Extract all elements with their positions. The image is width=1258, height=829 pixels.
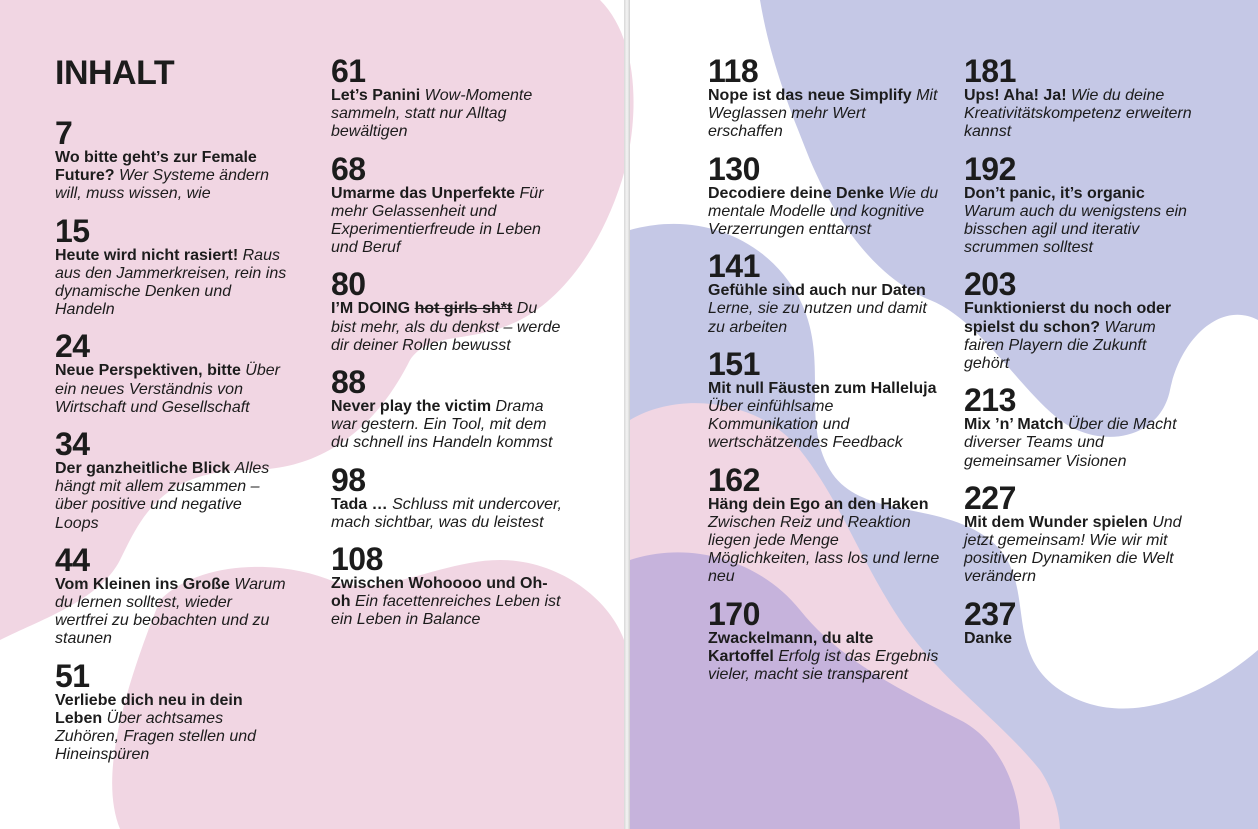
page-number: 118 [708,53,759,89]
page-number: 88 [331,364,366,401]
chapter-subtitle: Warum auch du wenigstens ein bisschen agil und iterativ scrummen solltest [964,202,1187,257]
page-number: 68 [331,150,366,187]
chapter-subtitle: Wow-Momente sammeln, statt nur Alltag bewältigen [331,87,533,141]
toc-entry[interactable] [964,53,1196,142]
chapter-title: Zwischen Wohoooo und Oh-oh [331,575,548,611]
chapter-title: Wo bitte geht’s zur Female Future? [55,149,257,185]
page-number: 203 [964,266,1016,303]
toc-entry[interactable] [331,541,563,630]
chapter-title: Danke [964,629,1013,647]
page-number: 44 [55,541,90,578]
chapter-subtitle: Ein facettenreiches Leben ist ein Leben in Balance [331,593,561,629]
page-number: 34 [55,426,90,463]
toc-entry[interactable] [964,479,1196,587]
page-number: 181 [964,53,1016,89]
chapter-title: Häng dein Ego an den Haken [708,495,929,513]
chapter-subtitle: Über achtsames Zuhören, Fragen stellen und Hineinspüren [55,709,257,764]
toc-entry[interactable] [331,266,563,355]
chapter-title: Let’s Panini [331,87,421,104]
toc-entry[interactable] [708,53,940,142]
page-number: 192 [964,150,1016,187]
page-number: 170 [708,595,760,632]
chapter-subtitle: Erfolg ist das Ergebnis vieler, macht sie transparent [708,647,939,684]
toc-column-2 [331,53,563,642]
chapter-subtitle: Lerne, sie zu nutzen und damit zu arbeiten [708,300,927,336]
toc-column-3 [708,53,940,696]
chapter-subtitle: Über einfühlsame Kommunikation und wertschätzendes Feedback [708,398,903,452]
page-number: 24 [55,328,90,365]
chapter-title: Never play the victim [331,398,492,416]
chapter-title: Nope ist das neue Simplify [708,87,912,104]
toc-entry[interactable] [331,364,563,453]
page-number: 237 [964,595,1016,632]
page-title: INHALT [55,54,175,92]
page-number: 162 [708,461,760,498]
toc-entry[interactable] [331,150,563,258]
chapter-title: Mit dem Wunder spielen [964,513,1148,531]
page-number: 141 [708,248,760,285]
toc-entry[interactable] [55,328,287,417]
chapter-title: Mix ’n’ Match [964,416,1064,434]
toc-entry[interactable] [964,266,1196,373]
toc-entry[interactable] [708,248,940,337]
chapter-subtitle: Warum du lernen solltest, wieder wertfrei zu beobachten und zu staunen [55,575,286,648]
chapter-title-struck: hot girls sh*t [414,300,513,318]
page-number: 80 [331,266,366,303]
toc-entry[interactable] [964,150,1196,258]
chapter-title: Decodiere deine Denke [708,184,885,202]
book-spine [624,0,630,829]
chapter-subtitle: Alles hängt mit allem zusammen – über positive und negative Loops [55,460,270,532]
chapter-title: Verliebe dich neu in dein Leben [55,691,243,727]
chapter-title: Umarme das Unperfekte [331,184,516,202]
page-number: 7 [55,115,73,151]
chapter-title: Don’t panic, it’s organic [964,184,1145,202]
toc-entry[interactable] [55,115,287,204]
chapter-subtitle: Über die Macht diverser Teams und gemeinsamer Visionen [964,416,1177,470]
chapter-subtitle: Warum fairen Playern die Zukunft gehört [964,318,1156,373]
page-number: 227 [964,479,1016,516]
page-number: 15 [55,212,90,249]
chapter-title: Der ganzheitliche Blick [55,460,231,478]
page-number: 151 [708,345,760,382]
chapter-subtitle: Über ein neues Verständnis von Wirtschaft und Gesellschaft [55,362,280,416]
toc-entry[interactable] [708,345,940,453]
chapter-title: Heute wird nicht rasiert! [55,246,239,264]
chapter-subtitle: Schluss mit undercover, mach sichtbar, was du leistest [331,495,562,531]
chapter-subtitle: Drama war gestern. Ein Tool, mit dem du schnell ins Handeln kommst [331,398,553,452]
toc-entry[interactable] [708,150,940,240]
chapter-title: Tada … [331,495,388,513]
toc-entry[interactable] [55,212,287,320]
chapter-title: I’M DOING [331,300,411,318]
chapter-subtitle: Und jetzt gemeinsam! Wie wir mit positiven Dynamiken die Welt verändern [964,513,1182,586]
toc-entry[interactable] [55,657,287,765]
page-number: 213 [964,382,1016,419]
page-number: 130 [708,150,760,187]
page-number: 51 [55,657,90,694]
page-number: 108 [331,541,383,578]
chapter-subtitle: Mit Weglassen mehr Wert erschaffen [708,87,938,141]
chapter-subtitle: Wer Systeme ändern will, muss wissen, wie [55,167,269,203]
toc-column-1 [55,115,287,776]
toc-entry[interactable] [964,595,1196,648]
chapter-subtitle: Wie du mentale Modelle und kognitive Verzerrungen enttarnst [708,184,939,239]
chapter-title: Mit null Fäusten zum Halleluja [708,379,937,397]
chapter-title: Funktionierst du noch oder spielst du schon? [964,300,1172,336]
chapter-title: Neue Perspektiven, bitte [55,362,241,380]
page-number: 61 [331,53,366,89]
toc-column-4 [964,53,1196,660]
toc-entry[interactable] [331,53,563,142]
chapter-title: Vom Kleinen ins Große [55,575,230,593]
page-number: 98 [331,461,366,498]
chapter-subtitle: Du bist mehr, als du denkst – werde dir deiner Rollen bewusst [331,300,561,354]
chapter-subtitle: Für mehr Gelassenheit und Experimentierfreude in Leben und Beruf [331,184,544,257]
toc-entry[interactable] [55,541,287,649]
toc-entry[interactable] [708,595,940,685]
chapter-title: Gefühle sind auch nur Daten [708,282,926,300]
toc-entry[interactable] [55,426,287,533]
toc-entry[interactable] [708,461,940,587]
chapter-title: Ups! Aha! Ja! [964,87,1067,104]
toc-entry[interactable] [964,382,1196,471]
chapter-subtitle: Zwischen Reiz und Reaktion liegen jede Menge Möglichkeiten, lass los und lerne neu [708,513,940,586]
chapter-subtitle: Raus aus den Jammerkreisen, rein ins dynamische Denken und Handeln [55,246,287,319]
chapter-subtitle: Wie du deine Kreativitätskompetenz erweitern kannst [964,87,1192,141]
toc-entry[interactable] [331,461,563,532]
chapter-title: Zwackelmann, du alte Kartoffel [708,629,874,665]
